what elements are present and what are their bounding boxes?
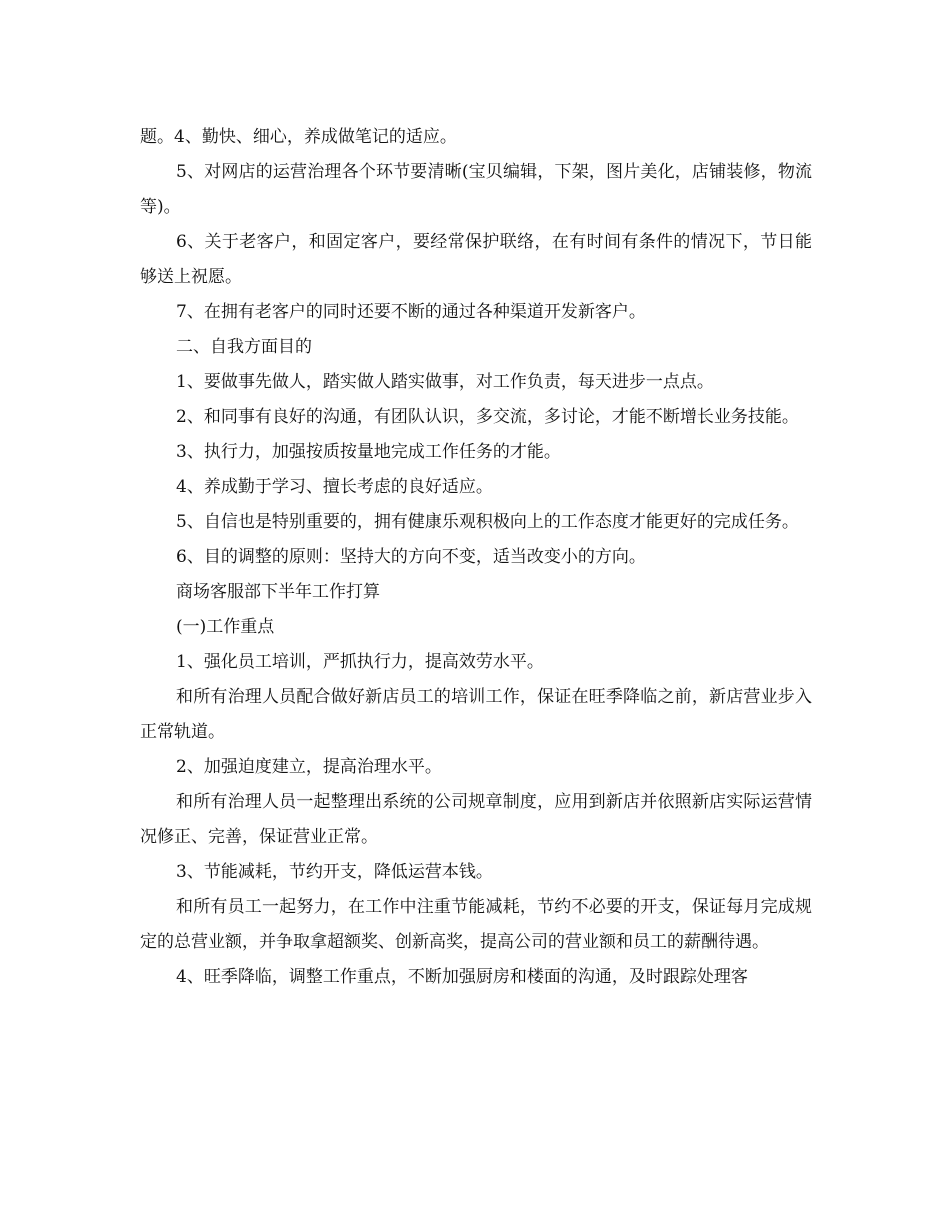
paragraph: 5、自信也是特别重要的，拥有健康乐观积极向上的工作态度才能更好的完成任务。	[176, 512, 799, 532]
section-heading: 二、自我方面目的	[176, 337, 312, 357]
paragraph: 1、要做事先做人，踏实做人踏实做事，对工作负责，每天进步一点点。	[176, 372, 714, 392]
paragraph: 3、节能减耗，节约开支，降低运营本钱。	[176, 862, 493, 882]
paragraph: 4、旺季降临，调整工作重点，不断加强厨房和楼面的沟通，及时跟踪处理客	[176, 967, 748, 987]
paragraph: 和所有治理人员一起整理出系统的公司规章制度，应用到新店并依照新店实际运营情况修正、完善，保证营业正常。	[140, 792, 812, 847]
section-heading: 商场客服部下半年工作打算	[176, 582, 380, 602]
paragraph: 和所有治理人员配合做好新店员工的培训工作，保证在旺季降临之前，新店营业步入正常轨道。	[140, 687, 812, 742]
paragraph: 题。4、勤快、细心，养成做笔记的适应。	[140, 127, 457, 147]
subsection-heading: (一)工作重点	[176, 617, 275, 637]
paragraph: 7、在拥有老客户的同时还要不断的通过各种渠道开发新客户。	[176, 302, 646, 322]
paragraph: 1、强化员工培训，严抓执行力，提高效劳水平。	[176, 652, 544, 672]
paragraph: 和所有员工一起努力，在工作中注重节能减耗，节约不必要的开支，保证每月完成规定的总营业额，并争取拿超额奖、创新高奖，提高公司的营业额和员工的薪酬待遇。	[140, 897, 812, 952]
paragraph: 3、执行力，加强按质按量地完成工作任务的才能。	[176, 442, 561, 462]
paragraph: 5、对网店的运营治理各个环节要清晰(宝贝编辑，下架，图片美化，店铺装修，物流等)。	[140, 162, 812, 217]
paragraph: 2、和同事有良好的沟通，有团队认识，多交流，多讨论，才能不断增长业务技能。	[176, 407, 799, 427]
document-body	[140, 120, 812, 995]
paragraph: 6、关于老客户，和固定客户，要经常保护联络，在有时间有条件的情况下，节日能够送上祝愿。	[140, 232, 812, 287]
paragraph: 4、养成勤于学习、擅长考虑的良好适应。	[176, 477, 493, 497]
paragraph: 2、加强迫度建立，提高治理水平。	[176, 757, 442, 777]
paragraph: 6、目的调整的原则：坚持大的方向不变，适当改变小的方向。	[176, 547, 646, 567]
